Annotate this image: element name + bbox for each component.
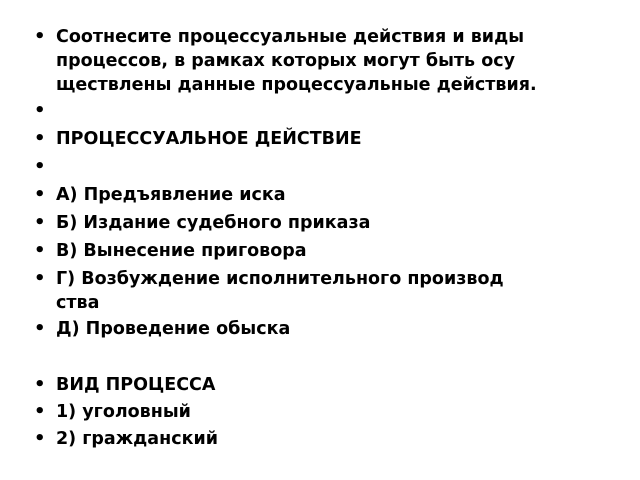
process-heading: ВИД ПРОЦЕССА xyxy=(56,375,216,395)
bullet: • xyxy=(34,428,46,449)
bullet: • xyxy=(34,268,46,289)
instruction-line-3: ществлены данные процессуальные действия. xyxy=(56,75,537,95)
action-v: В) Вынесение приговора xyxy=(56,241,307,261)
bullet: • xyxy=(34,212,46,233)
instruction-line-2: процессов, в рамках которых могут быть осу xyxy=(56,51,515,71)
action-a: А) Предъявление иска xyxy=(56,185,286,205)
process-1: 1) уголовный xyxy=(56,402,191,422)
bullet: • xyxy=(34,26,46,47)
action-d: Д) Проведение обыска xyxy=(56,319,291,339)
bullet: • xyxy=(34,374,46,395)
process-2: 2) гражданский xyxy=(56,429,218,449)
action-g-line-1: Г) Возбуждение исполнительного производ xyxy=(56,269,504,289)
bullet: • xyxy=(34,240,46,261)
instruction-line-1: Соотнесите процессуальные действия и виды xyxy=(56,27,525,47)
action-g-line-2: ства xyxy=(56,293,100,313)
bullet: • xyxy=(34,318,46,339)
actions-heading: ПРОЦЕССУАЛЬНОЕ ДЕЙСТВИЕ xyxy=(56,129,362,149)
bullet: • xyxy=(34,156,46,177)
bullet: • xyxy=(34,401,46,422)
bullet: • xyxy=(34,184,46,205)
bullet: • xyxy=(34,100,46,121)
bullet: • xyxy=(34,128,46,149)
action-b: Б) Издание судебного приказа xyxy=(56,213,371,233)
